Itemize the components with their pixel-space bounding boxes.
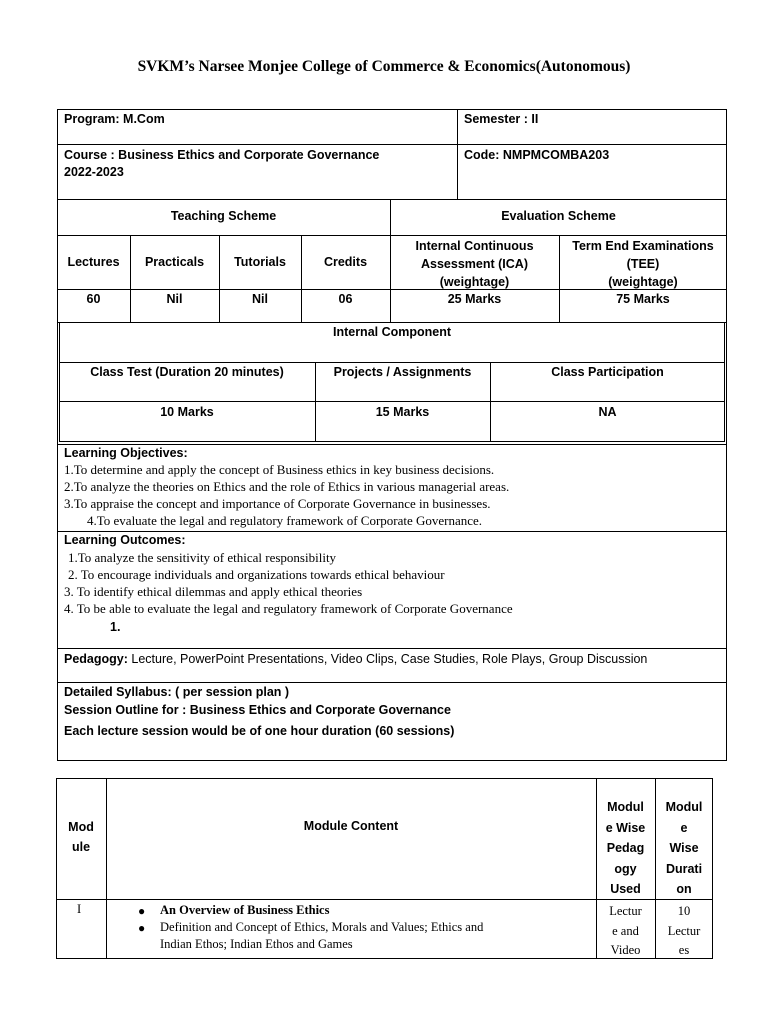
lectures-value: 60 bbox=[86, 292, 101, 306]
learning-outcomes-heading: Learning Outcomes: bbox=[64, 533, 186, 547]
module-content-header: Module Content bbox=[303, 819, 399, 833]
outcome-item: 3. To identify ethical dilemmas and apply ethical theories bbox=[64, 584, 363, 599]
module-duration-header: Modul e Wise Durati on bbox=[665, 800, 703, 896]
class-test-value: 10 Marks bbox=[160, 405, 214, 419]
outcome-item: 2. To encourage individuals and organizations towards ethical behaviour bbox=[68, 567, 445, 582]
module-number: I bbox=[77, 902, 82, 916]
course-year: 2022-2023 bbox=[64, 165, 124, 179]
projects-value: 15 Marks bbox=[375, 405, 430, 419]
projects-header: Projects / Assignments bbox=[333, 365, 472, 379]
internal-component-heading: Internal Component bbox=[332, 325, 452, 339]
pedagogy-line bbox=[64, 652, 647, 666]
course-label: Course : Business Ethics and Corporate Governance bbox=[64, 148, 380, 162]
tee-header: Term End Examinations (TEE) (weightage) bbox=[572, 239, 714, 289]
tutorials-value: Nil bbox=[252, 292, 268, 306]
class-test-header: Class Test (Duration 20 minutes) bbox=[90, 365, 284, 379]
tee-value: 75 Marks bbox=[616, 292, 670, 306]
practicals-value: Nil bbox=[166, 292, 183, 306]
participation-header: Class Participation bbox=[551, 365, 664, 379]
bullet-icon: ● bbox=[138, 904, 146, 918]
objective-item: 3.To appraise the concept and importance of Corporate Governance in businesses. bbox=[64, 496, 491, 511]
module-topic-line: Indian Ethos; Indian Ethos and Games bbox=[160, 937, 353, 951]
internal-component-table bbox=[59, 322, 725, 442]
teaching-scheme-heading: Teaching Scheme bbox=[170, 209, 277, 223]
credits-header: Credits bbox=[323, 255, 368, 269]
objective-item: 4.To evaluate the legal and regulatory framework of Corporate Governance. bbox=[87, 513, 483, 528]
bullet-icon: ● bbox=[138, 921, 146, 935]
credits-value: 06 bbox=[338, 292, 353, 306]
pedagogy-text: Lecture, PowerPoint Presentations, Video Clips, Case Studies, Role Plays, Group Discussion bbox=[131, 652, 648, 666]
module-topic-title: An Overview of Business Ethics bbox=[160, 903, 330, 917]
participation-value: NA bbox=[598, 405, 617, 419]
lecture-duration-note: Each lecture session would be of one hour duration (60 sessions) bbox=[64, 724, 455, 738]
module-number-header: Mod ule bbox=[68, 820, 94, 854]
syllabus-heading: Detailed Syllabus: ( per session plan ) bbox=[64, 685, 290, 699]
practicals-header: Practicals bbox=[144, 255, 205, 269]
objective-item: 1.To determine and apply the concept of Business ethics in key business decisions. bbox=[64, 462, 495, 477]
course-code: Code: NMPMCOMBA203 bbox=[464, 148, 610, 162]
page-title: SVKM’s Narsee Monjee College of Commerce & Economics(Autonomous) bbox=[137, 58, 631, 75]
evaluation-scheme-heading: Evaluation Scheme bbox=[501, 209, 616, 223]
module-pedagogy-value: Lectur e and Video bbox=[609, 904, 642, 957]
semester-label: Semester : II bbox=[464, 112, 539, 126]
module-pedagogy-header: Modul e Wise Pedag ogy Used bbox=[605, 800, 646, 896]
session-outline: Session Outline for : Business Ethics and Corporate Governance bbox=[64, 703, 451, 717]
ica-value: 25 Marks bbox=[447, 292, 502, 306]
lectures-header: Lectures bbox=[67, 255, 120, 269]
ica-header: Internal Continuous Assessment (ICA) (weightage) bbox=[415, 239, 534, 289]
outcome-trailing-number: 1. bbox=[110, 620, 121, 634]
module-topic-line: Definition and Concept of Ethics, Morals and Values; Ethics and bbox=[160, 920, 484, 934]
outcome-item: 1.To analyze the sensitivity of ethical responsibility bbox=[68, 550, 337, 565]
pedagogy-label: Pedagogy: bbox=[64, 652, 128, 666]
outcome-item: 4. To be able to evaluate the legal and regulatory framework of Corporate Governance bbox=[64, 601, 513, 616]
tutorials-header: Tutorials bbox=[234, 255, 286, 269]
program-label: Program: M.Com bbox=[64, 112, 165, 126]
learning-objectives-heading: Learning Objectives: bbox=[64, 446, 188, 460]
module-duration-value: 10 Lectur es bbox=[667, 904, 701, 957]
objective-item: 2.To analyze the theories on Ethics and the role of Ethics in various managerial areas. bbox=[64, 479, 510, 494]
